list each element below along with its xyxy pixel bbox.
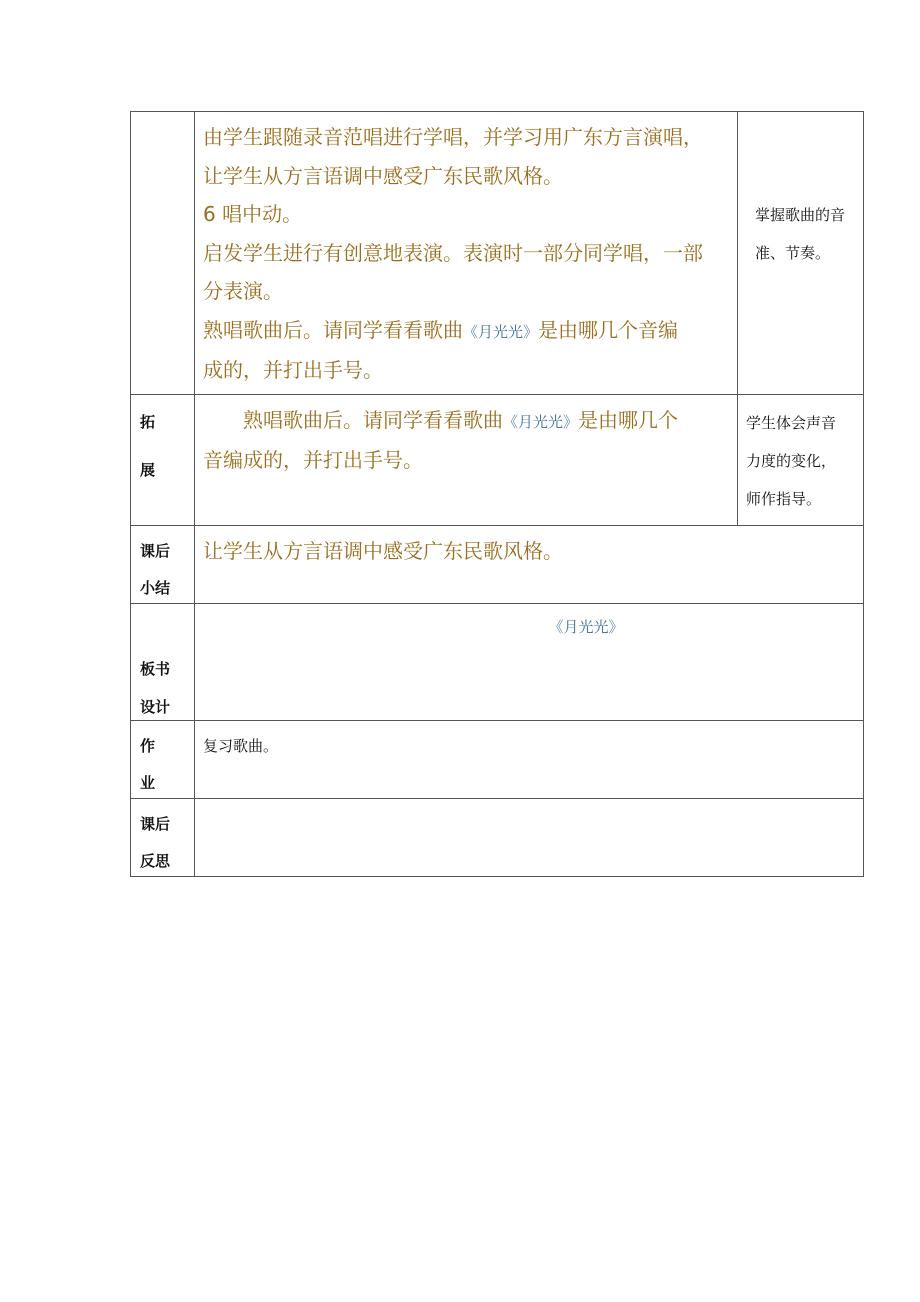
extension-line: 音编成的，并打出手号。 — [203, 448, 423, 472]
lesson-plan-table — [130, 111, 864, 877]
row-label-empty — [131, 112, 195, 395]
extension-text: 是由哪几个 — [578, 407, 679, 432]
song-title: 《月光光》 — [463, 322, 539, 341]
table-row-board-design — [131, 603, 864, 720]
table-row-teaching-steps — [131, 112, 864, 395]
board-song-title: 《月光光》 — [548, 617, 624, 636]
table-row-extension — [131, 394, 864, 525]
extension-note-line: 师作指导。 — [746, 489, 822, 508]
label-char: 作 — [140, 736, 156, 755]
extension-line — [203, 401, 729, 442]
homework-text: 复习歌曲。 — [203, 736, 279, 755]
step-line: 分表演。 — [203, 279, 283, 303]
label-text: 课后 — [140, 541, 171, 560]
row-label-reflection — [131, 798, 195, 876]
step-line: 6 唱中动。 — [203, 202, 303, 226]
step-line: 由学生跟随录音范唱进行学唱，并学习用广东方言演唱， — [203, 125, 703, 149]
step-line: 启发学生进行有创意地表演。表演时一部分同学唱，一部 — [203, 240, 703, 265]
step-line — [203, 311, 729, 352]
extension-note-cell — [738, 394, 864, 525]
row-label-board-design — [131, 603, 195, 720]
teaching-steps-cell — [195, 112, 738, 395]
label-text: 课后 — [140, 814, 171, 833]
homework-cell — [195, 720, 864, 798]
step-line: 让学生从方言语调中感受广东民歌风格。 — [203, 163, 563, 188]
step-text: 熟唱歌曲后。请同学看看歌曲 — [203, 317, 463, 342]
summary-cell — [195, 525, 864, 603]
label-char: 展 — [140, 460, 156, 479]
label-char: 拓 — [140, 412, 156, 431]
song-title: 《月光光》 — [503, 412, 579, 431]
reflection-cell — [195, 798, 864, 876]
goal-note-line: 掌握歌曲的音 — [755, 206, 846, 224]
goal-note-line: 准、节奏。 — [755, 244, 831, 262]
row-label-homework — [131, 720, 195, 798]
extension-cell — [195, 394, 738, 525]
extension-text: 熟唱歌曲后。请同学看看歌曲 — [243, 407, 503, 432]
step-line: 成的，并打出手号。 — [203, 358, 383, 382]
label-text: 设计 — [140, 697, 171, 716]
extension-note-line: 力度的变化， — [746, 451, 837, 470]
step-text: 是由哪几个音编 — [538, 317, 679, 342]
summary-text: 让学生从方言语调中感受广东民歌风格。 — [203, 538, 563, 563]
label-char: 业 — [140, 773, 156, 792]
label-text: 板书 — [140, 659, 171, 678]
board-design-cell — [195, 603, 864, 720]
row-label-summary — [131, 525, 195, 603]
extension-note-line: 学生体会声音 — [746, 413, 837, 432]
label-text: 小结 — [140, 578, 171, 597]
label-text: 反思 — [140, 851, 171, 870]
row-label-extension — [131, 394, 195, 525]
table-row-homework — [131, 720, 864, 798]
table-row-reflection — [131, 798, 864, 876]
goal-note-cell — [738, 112, 864, 395]
table-row-summary — [131, 525, 864, 603]
